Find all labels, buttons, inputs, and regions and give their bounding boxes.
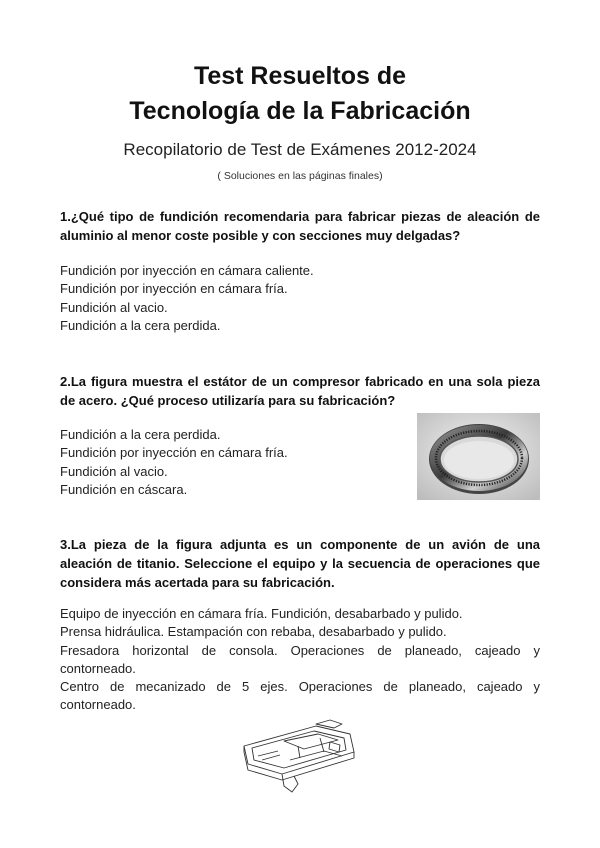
question-2-option-c[interactable]: Fundición al vacio. <box>60 463 168 479</box>
question-1-text: 1.¿Qué tipo de fundición recomendaria para fabricar piezas de aleación de aluminio al menor coste posible y con secciones muy delgadas? <box>60 209 540 243</box>
question-1-options <box>60 262 540 335</box>
stator-ring-photo <box>417 413 540 500</box>
question-3-option-a[interactable]: Equipo de inyección en cámara fría. Fundición, desabarbado y pulido. <box>60 606 463 621</box>
question-1-option-d[interactable]: Fundición a la cera perdida. <box>60 317 221 333</box>
question-3-option-b[interactable]: Prensa hidráulica. Estampación con rebaba, desabarbado y pulido. <box>60 624 447 640</box>
question-2-option-b[interactable]: Fundición por inyección en cámara fría. <box>60 445 288 461</box>
aircraft-part-drawing <box>238 712 358 794</box>
question-3-option-d[interactable]: Centro de mecanizado de 5 ejes. Operaciones de planeado, cajeado y contorneado. <box>60 679 540 713</box>
page-subtitle: Recopilatorio de Test de Exámenes 2012-2024 <box>123 140 477 159</box>
question-2-option-d[interactable]: Fundición en cáscara. <box>60 481 188 497</box>
page-title-line1: Test Resueltos de <box>193 62 407 90</box>
page-title-line2: Tecnología de la Fabricación <box>129 97 471 125</box>
question-3-option-c[interactable]: Fresadora horizontal de consola. Operaciones de planeado, cajeado y contorneado. <box>60 642 540 676</box>
question-2-option-a[interactable]: Fundición a la cera perdida. <box>60 427 221 442</box>
question-3-options <box>60 605 540 715</box>
question-2-text: 2.La figura muestra el estátor de un compresor fabricado en una sola pieza de acero. ¿Qué proceso utilizaría para su fabricación? <box>60 374 540 408</box>
question-3-text: 3.La pieza de la figura adjunta es un componente de un avión de una aleación de titanio. Seleccione el equipo y la secuencia de operaciones que considera más acertada para su fabricación. <box>60 537 540 590</box>
solutions-note: ( Soluciones en las páginas finales) <box>217 170 383 182</box>
question-1-option-b[interactable]: Fundición por inyección en cámara fría. <box>60 281 288 297</box>
question-1-option-a[interactable]: Fundición por inyección en cámara caliente. <box>60 263 314 278</box>
question-1-option-c[interactable]: Fundición al vacio. <box>60 299 168 315</box>
